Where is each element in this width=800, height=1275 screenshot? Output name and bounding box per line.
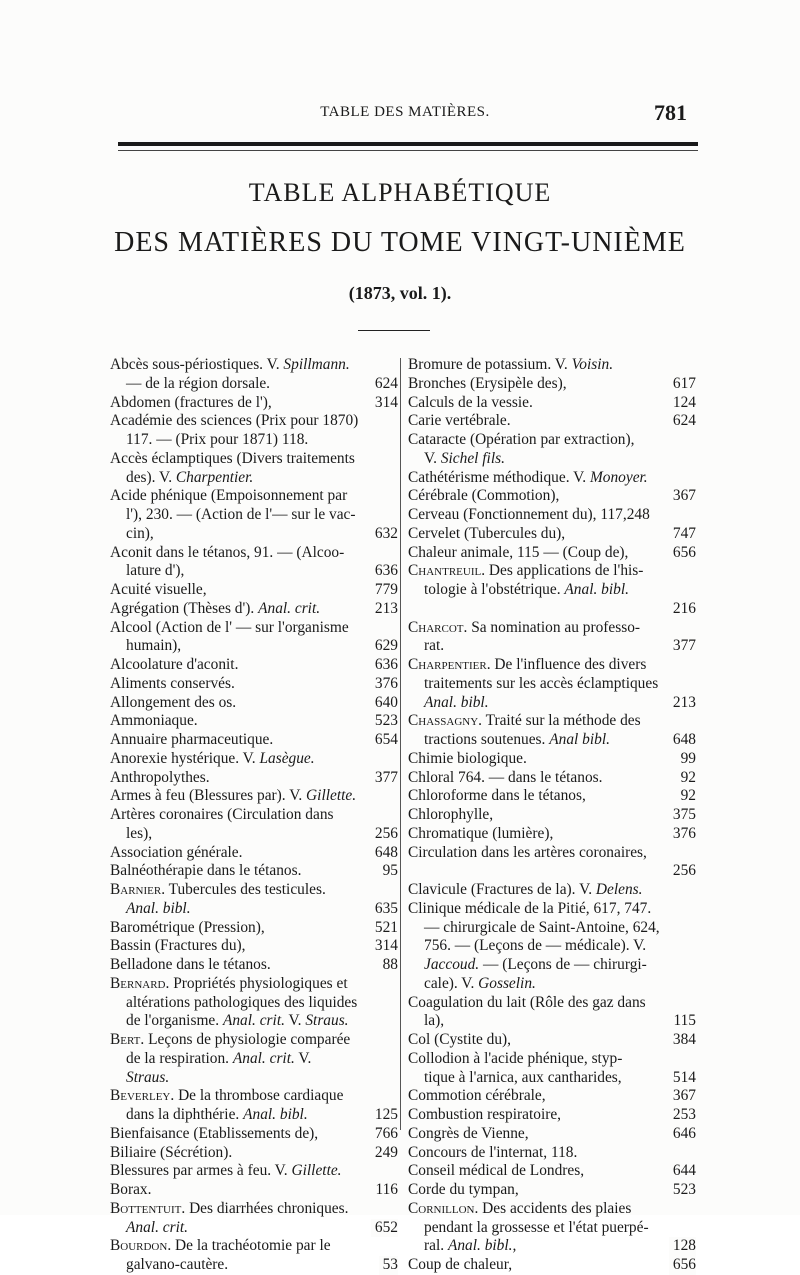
index-entry-line [408,619,696,638]
page-ref: 253 [669,1106,696,1125]
index-entry-line [110,525,398,544]
index-entry-line [110,1181,398,1200]
entry-text: Charcot. Sa nomination au professo- [408,618,641,636]
entry-text: les), [126,824,153,842]
page-ref: 375 [669,806,696,825]
author-name: Cornillon. [408,1199,479,1217]
entry-text: Académie des sciences (Prix pour 1870) [110,412,359,430]
index-entry-line [408,394,696,413]
index-entry-line [408,769,696,788]
index-entry-line [408,1050,696,1069]
entry-text: Cérébrale (Commotion), [408,487,560,505]
entry-text: Annuaire pharmaceutique. [110,731,274,748]
index-entry-line [408,919,696,938]
entry-text: de l'organisme. Anal. crit. V. Straus. [126,1012,349,1030]
page-ref: 95 [379,862,398,881]
index-entry-line [110,1069,398,1088]
index-entry-line [408,1031,696,1050]
index-entry-line [110,412,398,431]
index-entry-line [408,881,696,900]
entry-text: Bert. Leçons de physiologie comparée [110,1031,351,1048]
index-entry-line [408,431,696,450]
index-entry-line [408,1069,696,1088]
column-divider [400,358,401,1130]
entry-text: Acide phénique (Empoisonnement par [110,487,348,505]
page-ref: 779 [371,581,398,600]
entry-italic: Anal. bibl. [243,1106,308,1123]
index-entry-line [110,994,398,1013]
entry-italic: Anal. bibl., [447,1237,517,1255]
entry-text: Alcoolature d'aconit. [110,656,239,673]
entry-text: Alcool (Action de l' — sur l'organisme [110,618,349,636]
page-ref: 384 [669,1031,696,1050]
entry-italic: Anal. crit. [126,1218,188,1236]
page-ref: 115 [669,1012,696,1031]
entry-text: l'), 230. — (Action de l'— sur le vac- [126,506,356,523]
entry-text: Jaccoud. — (Leçons de — chirurgi- [424,956,647,973]
index-entry-line [110,1012,398,1031]
index-entry-line [110,862,398,881]
entry-text: Artères coronaires (Circulation dans [110,806,334,823]
page-ref: 367 [669,487,696,506]
index-entry-line [408,581,696,600]
index-entry-line [110,806,398,825]
page-ref: 523 [669,1181,696,1200]
index-entry-line [110,394,398,413]
index-entry-line [408,844,696,863]
page-ref: 128 [669,1237,696,1256]
index-entry-line [110,1200,398,1219]
entry-text: Belladone dans le tétanos. [110,956,271,973]
page-ref: 376 [669,825,696,844]
entry-text: Bronches (Erysipèle des), [408,374,567,392]
index-entry-line [408,506,696,525]
index-entry-line [408,937,696,956]
entry-text: Barnier. Tubercules des testicules. [110,881,326,898]
index-entry-line [110,694,398,713]
index-entry-line [110,1125,398,1144]
entry-italic: Gillette. [306,787,357,805]
title-line-2: DES MATIÈRES DU TOME VINGT-UNIÈME [114,227,686,258]
index-entry-line [110,375,398,394]
entry-text: Bourdon. De la trachéotomie par le [110,1237,331,1255]
entry-text: Commotion cérébrale, [408,1087,546,1105]
page-ref: 514 [669,1069,696,1088]
index-entry-line [408,375,696,394]
page-ref: 654 [371,731,398,750]
page-ref: 376 [371,675,398,694]
entry-text: Carie vertébrale. [408,412,511,430]
entry-text: Clinique médicale de la Pitié, 617, 747. [408,899,652,917]
index-entry-line [110,675,398,694]
page-ref: 629 [371,637,398,656]
index-entry-line [408,975,696,994]
entry-text: Bromure de potassium. V. Voisin. [408,356,614,373]
index-entry-line [408,1012,696,1031]
entry-text: Chloral 764. — dans le tétanos. [408,768,603,786]
entry-text: Chromatique (lumière), [408,824,554,842]
entry-text: cale). V. Gosselin. [424,974,536,992]
index-entry-line [110,469,398,488]
index-entry-line [110,1087,398,1106]
page-ref: 256 [371,825,398,844]
entry-text: Collodion à l'acide phénique, styp- [408,1049,623,1067]
entry-text: traitements sur les accès éclamptiques [424,674,659,692]
entry-text: Bernard. Propriétés physiologiques et [110,974,348,992]
index-entry-line [408,787,696,806]
index-entry-line [110,975,398,994]
index-entry-line [110,881,398,900]
entry-text: la), [424,1012,445,1030]
index-entry-line [110,769,398,788]
entry-italic: Anal. bibl. [126,899,191,917]
entry-text: Borax. [110,1181,152,1198]
entry-text: Cornillon. Des accidents des plaies [408,1199,632,1217]
entry-text: Abdomen (fractures de l'), [110,393,272,411]
page-ref: 88 [379,956,398,975]
index-entry-line [110,712,398,731]
page-ref: 99 [677,750,696,769]
entry-text: ral. Anal. bibl., [424,1237,517,1255]
index-entry-line [408,1162,696,1181]
index-entry-line [110,1144,398,1163]
index-entry-line [110,937,398,956]
entry-text: Calculs de la vessie. [408,393,533,411]
entry-text: Cataracte (Opération par extraction), [408,431,635,448]
author-name: Chantreuil. [408,562,486,580]
author-name: Charpentier. [408,656,491,673]
page-ref: 213 [371,600,398,619]
index-entry-line [408,544,696,563]
running-head [115,100,695,132]
entry-text: Ammoniaque. [110,712,198,730]
entry-text: — chirurgicale de Saint-Antoine, 624, [424,918,660,936]
page-ref: 635 [371,900,398,919]
index-entry-line [110,544,398,563]
entry-text: Association générale. [110,843,243,861]
entry-italic: Anal. crit. [258,599,321,617]
index-entry-line [408,562,696,581]
entry-text: 756. — (Leçons de — médicale). V. [424,937,647,955]
entry-italic: Sichel fils. [440,449,505,467]
index-entry-line [110,562,398,581]
entry-italic: Voisin. [571,356,614,373]
entry-text: Barométrique (Pression), [110,918,265,936]
page-ref: 92 [677,769,696,788]
page-ref: 636 [371,562,398,581]
index-entry-line [408,825,696,844]
index-entry-line [110,787,398,806]
entry-text: Chassagny. Traité sur la méthode des [408,712,641,730]
entry-italic: Monoyer. [589,468,648,486]
index-entry-line [110,1256,398,1275]
author-name: Chassagny. [408,712,483,730]
page-ref: 617 [669,375,696,394]
entry-text: Balnéothérapie dans le tétanos. [110,862,302,880]
entry-text: Cerveau (Fonctionnement du), 117,248 [408,506,650,523]
entry-text: Congrès de Vienne, [408,1124,529,1142]
index-entry-line [408,675,696,694]
page-number: 781 [654,100,687,125]
title-line-1: TABLE ALPHABÉTIQUE [248,178,552,207]
entry-text: pendant la grossesse et l'état puerpé- [424,1218,649,1236]
page-ref: 624 [669,412,696,431]
index-entry-line [408,1181,696,1200]
page-ref: 747 [669,525,696,544]
entry-text: Accès éclamptiques (Divers traitements [110,449,355,467]
index-entry-line [408,862,696,881]
page-ref: 521 [371,919,398,938]
page-ref: 652 [371,1219,398,1238]
entry-text: V. Sichel fils. [424,449,505,467]
entry-text: Aliments conservés. [110,674,235,692]
index-entry-line [408,1106,696,1125]
entry-text: Beverley. De la thrombose cardiaque [110,1087,344,1105]
author-name: Beverley. [110,1087,175,1105]
index-entry-line [110,581,398,600]
entry-text: Coagulation du lait (Rôle des gaz dans [408,993,646,1011]
entry-text: Chimie biologique. [408,749,527,767]
page-ref: 249 [371,1144,398,1163]
entry-italic: Delens. [595,881,643,898]
index-column-right [408,356,696,1275]
entry-text: Armes à feu (Blessures par). V. Gillette. [110,787,357,805]
index-entry-line [110,825,398,844]
page-ref: 523 [371,712,398,731]
index-entry-line [408,806,696,825]
index-entry-line [110,619,398,638]
entry-text: galvano-cautère. [126,1256,229,1273]
index-entry-line [408,637,696,656]
index-entry-line [110,844,398,863]
page-ref: 314 [371,394,398,413]
index-entry-line [408,487,696,506]
title-line-3: (1873, vol. 1). [348,283,452,303]
index-entry-line [110,1031,398,1050]
index-entry-line [408,694,696,713]
entry-text: tologie à l'obstétrique. Anal. bibl. [424,581,629,598]
page-ref: 656 [669,544,696,563]
entry-italic: Anal. bibl. [564,581,629,598]
entry-text: de la respiration. Anal. crit. V. [126,1049,312,1067]
entry-text: Cathétérisme méthodique. V. Monoyer. [408,468,648,486]
entry-text: rat. [424,637,445,655]
page-ref: 632 [371,525,398,544]
index-entry-line [408,1125,696,1144]
index-entry-line [408,956,696,975]
entry-italic: Anal. crit. [222,1012,285,1030]
index-entry-line [110,600,398,619]
header-rule-thin [118,150,698,151]
entry-text: tique à l'arnica, aux cantharides, [424,1068,622,1086]
entry-text: tractions soutenues. Anal bibl. [424,731,610,748]
index-entry-line [110,431,398,450]
entry-text: Chantreuil. Des applications de l'his- [408,562,644,580]
entry-text [126,1219,188,1236]
author-name: Bottentuit. [110,1199,186,1217]
index-entry-line [408,656,696,675]
entry-text: Allongement des os. [110,693,237,711]
running-title: TABLE DES MATIÈRES. [320,104,490,120]
page-ref: 216 [669,600,696,619]
page-ref: 624 [371,375,398,394]
entry-italic: Anal. crit. [232,1049,295,1067]
entry-text: altérations pathologiques des liquides [126,993,358,1011]
entry-italic: Anal. bibl. [424,693,489,711]
page-ref: 766 [371,1125,398,1144]
page-ref: 213 [669,694,696,713]
index-entry-line [408,712,696,731]
index-entry-line [408,412,696,431]
entry-text: Acuité visuelle, [110,581,207,598]
entry-text [126,900,191,917]
entry-text: Aconit dans le tétanos, 91. — (Alcoo- [110,543,345,561]
index-entry-line [110,506,398,525]
entry-text: Bassin (Fractures du), [110,937,246,955]
page-ref: 656 [669,1256,696,1275]
index-entry-line [408,469,696,488]
page-ref: 648 [669,731,696,750]
entry-text: 117. — (Prix pour 1871) 118. [126,431,309,448]
entry-text: Chlorophylle, [408,806,494,823]
entry-italic: Lasègue. [259,749,315,767]
page-ref: 646 [669,1125,696,1144]
index-entry-line [408,900,696,919]
entry-text: Agrégation (Thèses d'). Anal. crit. [110,599,321,617]
header-rule-thick [118,142,698,146]
entry-text: Combustion respiratoire, [408,1106,562,1123]
author-name: Bourdon. [110,1237,172,1255]
index-entry-line [110,450,398,469]
entry-text: Abcès sous-périostiques. V. Spillmann. [110,356,350,373]
index-entry-line [110,900,398,919]
page-ref: 256 [669,862,696,881]
entry-italic: Straus. [126,1068,170,1086]
index-entry-line [408,600,696,619]
entry-italic: Spillmann. [283,356,350,373]
entry-text [424,694,489,711]
page-ref: 53 [379,1256,398,1275]
page-ref: 314 [371,937,398,956]
author-name: Charcot. [408,618,468,636]
entry-text: Clavicule (Fractures de la). V. Delens. [408,881,643,898]
index-entry-line [408,731,696,750]
entry-text: dans la diphthérie. Anal. bibl. [126,1106,308,1123]
index-entry-line [408,525,696,544]
index-entry-line [110,919,398,938]
entry-italic: Charpentier. [175,468,254,486]
index-entry-line [408,1200,696,1219]
page-ref: 367 [669,1087,696,1106]
entry-text: — de la région dorsale. [126,374,271,392]
entry-text [126,1069,169,1086]
index-entry-line [110,1237,398,1256]
index-entry-line [110,731,398,750]
entry-text: Anorexie hystérique. V. Lasègue. [110,749,315,767]
entry-text: Cervelet (Tubercules du), [408,524,566,542]
index-entry-line [408,1219,696,1238]
entry-text: Bienfaisance (Etablissements de), [110,1124,319,1142]
entry-italic: Gosselin. [478,974,536,992]
page-ref: 644 [669,1162,696,1181]
entry-text: Blessures par armes à feu. V. Gillette. [110,1162,342,1180]
index-entry-line [408,1144,696,1163]
entry-text: Corde du tympan, [408,1181,519,1198]
entry-text: Concours de l'internat, 118. [408,1143,578,1161]
entry-text: Conseil médical de Londres, [408,1162,585,1180]
author-name: Barnier. [110,881,166,898]
entry-text: Charpentier. De l'influence des divers [408,656,647,673]
entry-italic: Anal bibl. [549,731,610,748]
entry-text: lature d'), [126,562,185,580]
index-entry-line [110,656,398,675]
entry-italic: Jaccoud. [424,956,480,973]
title-rule [358,330,430,331]
index-entry-line [110,487,398,506]
author-name: Bert. [110,1031,145,1048]
index-entry-line [110,1219,398,1238]
index-entry-line [110,637,398,656]
page-ref: 636 [371,656,398,675]
index-entry-line [110,356,398,375]
entry-text: Circulation dans les artères coronaires, [408,843,647,861]
entry-text: cin), [126,524,154,542]
index-entry-line [408,1256,696,1275]
entry-italic: Gillette. [291,1162,342,1180]
entry-text: Anthropolythes. [110,768,210,786]
entry-text: des). V. Charpentier. [126,468,254,486]
entry-text: Biliaire (Sécrétion). [110,1143,233,1161]
index-entry-line [408,450,696,469]
entry-text: Col (Cystite du), [408,1031,512,1048]
index-entry-line [110,750,398,769]
author-name: Bernard. [110,974,170,992]
entry-text: Chloroforme dans le tétanos, [408,787,586,805]
entry-text: humain), [126,637,182,655]
entry-text: Bottentuit. Des diarrhées chroniques. [110,1199,349,1217]
page-ref: 648 [371,844,398,863]
index-entry-line [110,1162,398,1181]
entry-text: Chaleur animale, 115 — (Coup de), [408,543,629,561]
page-ref: 377 [669,637,696,656]
page-ref: 377 [371,769,398,788]
index-entry-line [110,1050,398,1069]
index-entry-line [408,750,696,769]
index-column-left [110,356,398,1275]
index-entry-line [408,1237,696,1256]
entry-text: Coup de chaleur, [408,1256,513,1273]
index-entry-line [408,994,696,1013]
page-ref: 116 [371,1181,398,1200]
page-ref: 124 [669,394,696,413]
entry-italic: Straus. [305,1012,349,1030]
page-ref: 640 [371,694,398,713]
page-ref: 92 [677,787,696,806]
page-ref: 125 [371,1106,398,1125]
index-entry-line [408,356,696,375]
index-entry-line [408,1087,696,1106]
index-entry-line [110,956,398,975]
index-entry-line [110,1106,398,1125]
